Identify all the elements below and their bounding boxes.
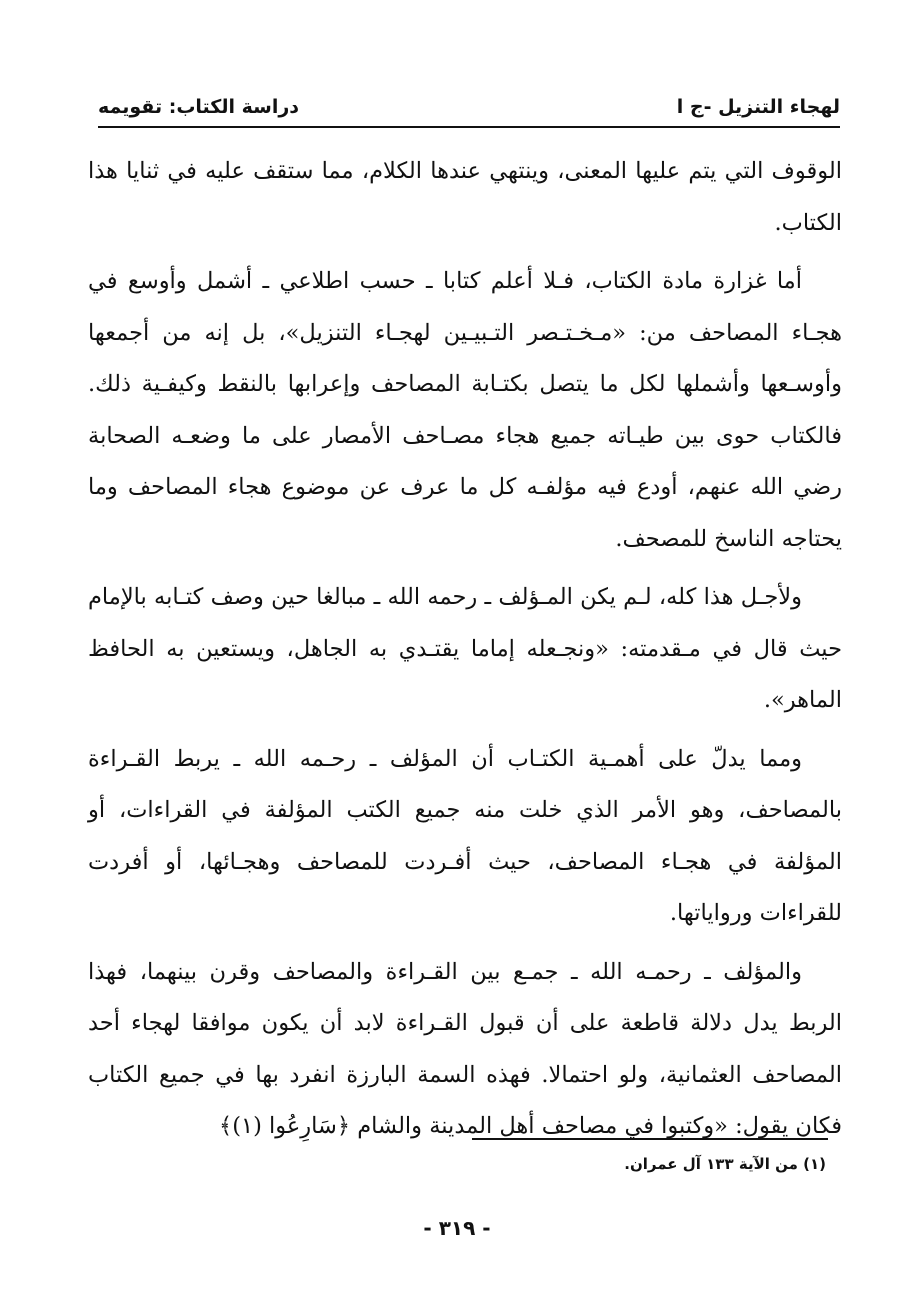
header-section-title: دراسة الكتاب: تقويمه: [98, 96, 300, 118]
footnote: (١) من الآية ١٣٣ آل عمران.: [624, 1155, 826, 1173]
footnote-rule: [472, 1138, 828, 1140]
paragraph-3: ولأجـل هذا كله، لـم يكن المـؤلف ـ رحمه الله ـ مبالغا حين وصف كتـابه بالإمام حيث قال في مـقدمته: «ونجـعله إماما يقتـدي به الجاهل، ويستعين به الحافظ الماهر».: [88, 584, 842, 713]
paragraph-5: والمؤلف ـ رحمـه الله ـ جمـع بين القـراءة والمصاحف وقرن بينهما، فهذا الربط يدل دلالة قاطعة على أن قبول القـراءة لابد أن يكون موافقا لهجاء أحد المصاحف العثمانية، ولو احتمالا. فهذه السمة البارزة انفرد بها في جميع الكتاب فكان يقول: «وكتبوا في مصاحف أهل المدينة والشام ﴿سَارِعُوا (١)﴾: [88, 958, 842, 1139]
paragraph-1: الوقوف التي يتم عليها المعنى، وينتهي عندها الكلام، مما ستقف عليه في ثنايا هذا الكتاب.: [88, 158, 842, 236]
running-header: [98, 86, 840, 118]
header-book-title: لهجاء التنزيل -ج ا: [676, 96, 840, 118]
body-text: [88, 146, 842, 1160]
paragraph-2: أما غزارة مادة الكتاب، فـلا أعلم كتابا ـ حسب اطلاعي ـ أشمل وأوسع في هجـاء المصاحف من: «مـخـتـصر التـبيـين لهجـاء التنزيل»، بل إنه من أجمعها وأوسـعها وأشملها لكل ما يتصل بكتـابة المصاحف وإعرابها بالنقط وكيفـية ذلك. فالكتاب حوى بين طيـاته جميع هجاء مصـاحف الأمصار على ما وضعـه الصحابة رضي الله عنهم، أودع فيه مؤلفـه كل ما عرف عن موضوع هجاء المصاحف وما يحتاجه الناسخ للمصحف.: [88, 268, 842, 552]
page-number: - ٣١٩ -: [423, 1216, 491, 1240]
header-rule: [98, 126, 840, 128]
paragraph-4: ومما يدلّ على أهمـية الكتـاب أن المؤلف ـ رحـمه الله ـ يربط القـراءة بالمصاحف، وهو الأمر الذي خلت منه جميع الكتب المؤلفة في القراءات، أو المؤلفة في هجـاء المصاحف، حيث أفـردت للمصاحف وهجـائها، أو أفردت للقراءات ورواياتها.: [88, 745, 842, 926]
